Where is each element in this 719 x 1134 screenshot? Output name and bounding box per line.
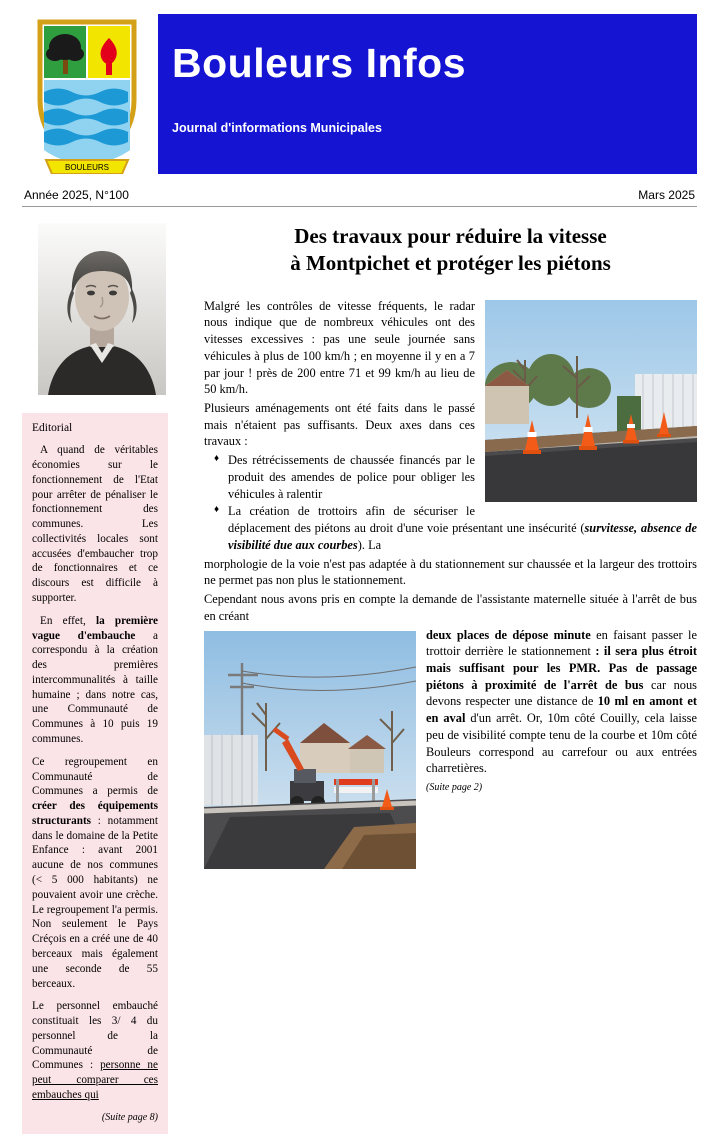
roadworks-photo-bottom xyxy=(204,631,416,869)
article-bullet-2 xyxy=(214,503,697,553)
issue-bar xyxy=(22,174,697,207)
coat-of-arms-icon xyxy=(22,14,152,174)
article-paragraph-4-intro xyxy=(204,591,697,624)
page-title xyxy=(204,217,697,278)
main-article xyxy=(204,298,697,873)
editorial-paragraph-4 xyxy=(32,999,158,1102)
article-p4-bold-2: : il sera plus étroit mais suffisant pour les PMR. Pas de passage piétons à proximité de l'arrêt de bus xyxy=(426,644,697,692)
editorial-box xyxy=(22,413,168,1134)
editorial-continuation-note: (Suite page 8) xyxy=(101,1111,158,1123)
article-paragraph-1: Malgré les contrôles de vitesse fréquents, le radar nous indique que de nombreux véhicules ont des vitesses excessives : pas une seule journée sans véhicules à plus de 100 km/h ; en moyenne il y en a 7 par jour ! près de 200 entre 71 et 99 km/h au lieu de 50 km/h. xyxy=(204,298,475,397)
publication-title: Bouleurs Infos xyxy=(172,40,467,86)
article-p4-bold-3: 10 ml en amont et en aval xyxy=(426,694,697,726)
editorial-p2-tail: a correspondu à la création des premières intercommunalités à taille humaine ; dans notre cas, une Communauté de Communes à 10 puis 19 communes. xyxy=(32,629,158,746)
editorial-p2-bold: la première vague d'embauche xyxy=(32,614,158,642)
article-p4-mid: en faisant passer le trottoir derrière le stationnement xyxy=(426,627,697,659)
editorial-paragraph-3 xyxy=(32,755,158,992)
banner xyxy=(158,14,697,174)
issue-date: Mars 2025 xyxy=(638,188,695,202)
article-p4-bold-1: deux places de dépose minute xyxy=(426,627,591,642)
editorial-paragraph-1: A quand de véritables économies sur le fonctionnement de l'Etat pour arrêter de pénaliser le fonctionnement des communes. Les collectivités locales sont accusées d'embaucher trop de fonctionnaires et ce discours est difficile à supporter. xyxy=(32,444,158,604)
editorial-p3-bold: créer des équipements structurants xyxy=(32,800,158,827)
article-paragraph-3: morphologie de la voie n'est pas adaptée à du stationnement sur chaussée et la largeur des trottoirs ne permet pas non plus le stationnement. xyxy=(204,556,697,588)
article-bullet-2-tail: ). La xyxy=(357,537,382,552)
publication-subtitle: Journal d'informations Municipales xyxy=(172,121,382,135)
right-column xyxy=(188,217,697,1134)
editorial-p3-lead: Ce regroupement en Communauté de Communes a permis de xyxy=(32,755,158,798)
article-p4-mid-2: car nous devons respecter une distance de xyxy=(426,677,697,709)
article-bullet-list xyxy=(204,452,697,553)
article-bullet-2-emphasis: survitesse, absence de visibilité due aux courbes xyxy=(228,521,697,552)
issue-number: Année 2025, N°100 xyxy=(24,188,129,202)
editorial-p3-tail: : notamment dans le domaine de la Petite Enfance : avant 2001 aucune de nos communes (< 5 000 habitants) ne pouvaient avoir une crèche. Le regroupement l'a permis. Non seulement le Pays Créçois en a créé une de 40 berceaux mais également une seconde de 55 berceaux. xyxy=(32,814,158,990)
article-p4-lead: Cependant nous avons pris en compte la demande de l'assistante maternelle située à l'arrêt de bus en créant xyxy=(204,592,697,623)
headline-line-2: à Montpichet et protéger les piétons xyxy=(290,251,611,276)
editorial-p2-lead: En effet, xyxy=(40,614,96,627)
article-p4-tail: d'un arrêt. Or, 10m côté Couilly, cela laisse peu de visibilité compte tenu de la courbe et 10m côté Bouleurs correspond au carrefour ou aux entrées charretières. xyxy=(426,711,697,776)
mayor-portrait-photo xyxy=(38,223,166,395)
editorial-p4-lead: Le personnel embauché constituait les 3/ 4 du personnel de la Communauté de Communes : xyxy=(32,1000,158,1072)
left-column xyxy=(22,217,188,1134)
svg-text:BOULEURS: BOULEURS xyxy=(64,163,110,172)
headline-line-1: Des travaux pour réduire la vitesse xyxy=(294,224,607,248)
article-paragraph-2: Plusieurs aménagements ont été faits dans le passé mais n'étaient pas suffisants. Deux axes dans ces travaux : xyxy=(204,401,475,449)
editorial-p4-underline: personne ne peut comparer ces embauches qui xyxy=(32,1059,158,1101)
article-bullet-1: ♦ Des rétrécissements de chaussée financés par le produit des amendes de police pour obliger les véhicules à ralentir xyxy=(214,452,697,502)
masthead xyxy=(22,0,697,174)
article-continuation-note: (Suite page 2) xyxy=(426,782,483,794)
content xyxy=(22,207,697,1134)
article-bullet-2-lead: La création de trottoirs afin de sécuriser le déplacement des piétons au droit d'une voie présentant une insécurité ( xyxy=(228,504,585,536)
editorial-paragraph-2 xyxy=(32,614,158,747)
editorial-title: Editorial xyxy=(32,422,73,434)
